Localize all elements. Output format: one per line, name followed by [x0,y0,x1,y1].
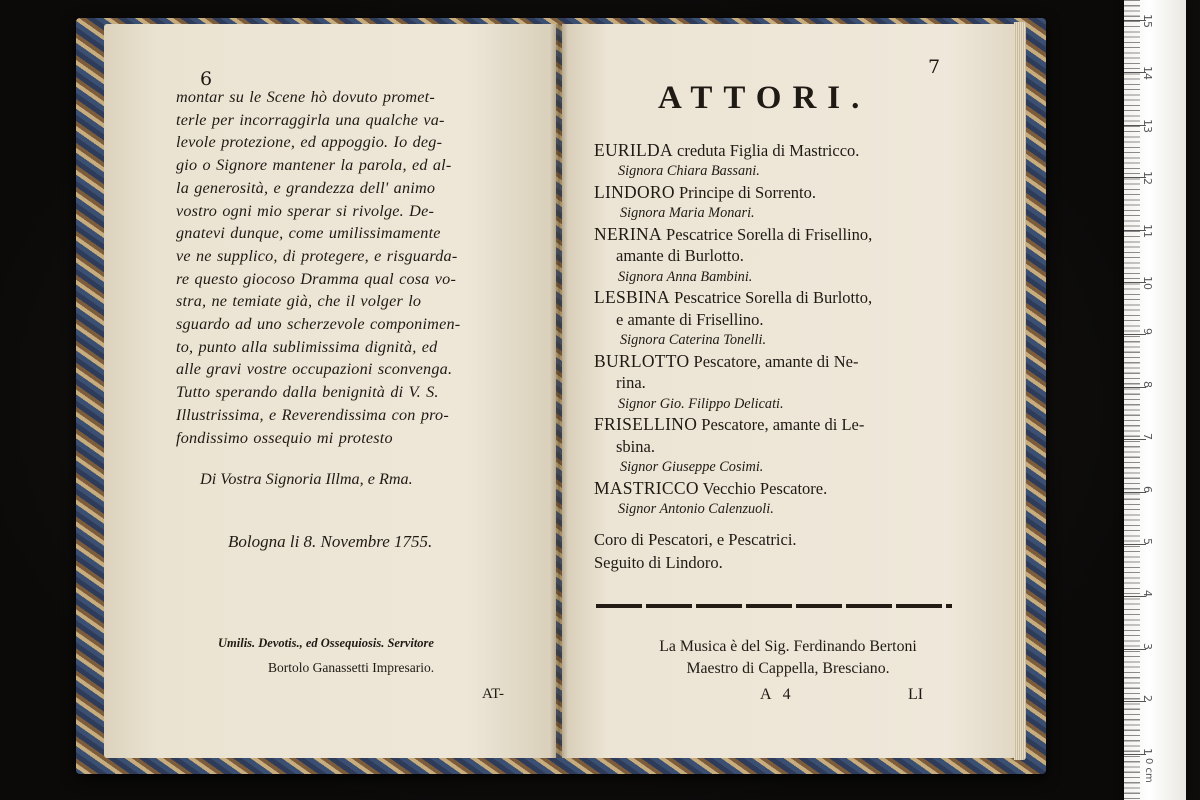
character-description: Vecchio Pescatore. [698,478,828,498]
singer-name: Signora Chiara Bassani. [618,163,760,180]
character-description: Pescatrice Sorella di Frisellino, [661,225,873,244]
character-name: BURLOTTO [594,350,690,371]
cast-entry-continuation [594,309,1004,330]
right-page-number: 7 [928,56,941,78]
character-name: FRISELLINO [594,414,698,435]
dedication-line: ve ne supplico, di protegere, e risguarda- [176,246,458,265]
chorus-line: Coro di Pescatori, e Pescatrici. [594,530,797,549]
singer-name: Signora Maria Monari. [620,205,755,222]
chorus-line: Seguito di Lindoro. [594,553,723,572]
impresario-line: Bortolo Ganassetti Impresario. [268,660,435,675]
music-credit [562,636,1014,680]
cast-entry [594,478,1004,499]
dedication-line: vostro ogni mio sperar si rivolge. De- [176,201,435,220]
singer-name: Signor Giuseppe Cosimi. [620,459,764,476]
character-description: rina. [616,373,646,393]
dedication-line: levole protezione, ed appoggio. Io deg- [176,133,443,152]
dedication-line: Tutto sperando dalla benignità di V. S. [176,383,439,402]
ruler-number: 1 [1141,747,1154,755]
singer-name: Signora Caterina Tonelli. [620,332,767,349]
character-description: creduta Figlia di Mastricco. [672,141,860,160]
dateline: Bologna li 8. Novembre 1755. [228,532,433,551]
servant-line: Umilis. Devotis., ed Ossequiosis. Servitore [218,636,434,650]
ruler-number: 7 [1141,433,1154,441]
ruler-number: 10 [1141,276,1154,290]
printed-rule [596,604,952,608]
character-name: LINDORO [594,182,675,202]
character-description: Principe di Sorrento. [674,183,816,202]
cast-title: ATTORI. [658,80,871,116]
ruler-number: 13 [1141,118,1154,133]
dedication-text [176,86,546,449]
left-page [104,24,556,758]
dedication-line: gnatevi dunque, come umilissimamente [176,224,441,243]
cast-entry [594,351,1004,372]
ruler-number: 4 [1141,590,1154,598]
character-description: Pescatrice Sorella di Burlotto, [670,288,873,308]
character-name: EURILDA [594,140,673,160]
page-edges [1014,22,1026,760]
book-gutter [550,24,568,758]
ruler-ticks [1124,0,1140,800]
ruler-number: 15 [1141,14,1154,28]
music-credit-line: Maestro di Cappella, Bresciano. [686,660,890,677]
cast-entry-continuation [594,372,1004,393]
signature-mark: A 4 [760,686,795,703]
cast-entry [594,182,1004,203]
dedication-line: Illustrissima, e Reverendissima con pro- [176,405,449,424]
dedication-line: stra, ne temiate già, che il volger lo [176,292,422,311]
character-name: MASTRICCO [594,477,699,498]
left-page-number: 6 [200,68,213,90]
dedication-line: montar su le Scene hò dovuto promet- [176,88,435,106]
character-name: LESBINA [594,287,670,308]
left-catchword: AT- [482,686,504,702]
cast-entry-continuation [594,245,1004,266]
character-description: amante di Burlotto. [616,246,744,266]
singer-name: Signor Gio. Filippo Delicati. [618,395,784,412]
dedication-line: to, punto alla sublimissima dignità, ed [176,337,438,356]
ruler-number: 11 [1141,223,1154,238]
character-description: e amante di Frisellino. [616,309,764,329]
dedication-signoff: Di Vostra Signoria Illma, e Rma. [200,470,413,488]
right-catchword: LI [908,686,924,703]
character-description: Pescatore, amante di Le- [697,415,865,435]
ruler-unit-label: 0 cm [1143,758,1154,783]
cast-entry [594,140,1004,161]
dedication-line: re questo giocoso Dramma qual cosa vo- [176,269,457,288]
dedication-line: gio o Signore mantener la parola, ed al- [176,156,452,175]
dedication-line: alle gravi vostre occupazioni sconvenga. [176,360,453,379]
character-name: NERINA [594,224,662,244]
chorus-text [594,528,797,574]
ruler-number: 14 [1141,66,1154,81]
ruler-number: 6 [1141,485,1154,493]
dedication-line: fondissimo ossequio mi protesto [176,428,393,447]
right-page [562,24,1016,758]
cast-list [594,140,1004,520]
dedication-line: sguardo ad uno scherzevole componimen- [176,315,461,334]
singer-name: Signor Antonio Calenzuoli. [618,501,774,518]
cast-entry [594,287,1004,308]
ruler-number: 2 [1141,695,1154,703]
measuring-ruler [1124,0,1186,800]
music-credit-line: La Musica è del Sig. Ferdinando Bertoni [659,638,917,655]
ruler-number: 8 [1141,380,1154,388]
dedication-line: la generosità, e grandezza dell' animo [176,178,436,197]
ruler-number: 9 [1141,328,1154,336]
cast-entry-continuation [594,436,1004,457]
singer-name: Signora Anna Bambini. [618,268,753,285]
ruler-number: 12 [1141,171,1154,186]
character-description: sbina. [616,436,655,456]
ruler-number: 3 [1141,642,1154,650]
ruler-number: 5 [1141,538,1154,545]
cast-entry [594,414,1004,435]
character-description: Pescatore, amante di Ne- [689,351,859,371]
cast-entry [594,224,1004,245]
dedication-line: terle per incorraggirla una qualche va- [176,110,445,129]
